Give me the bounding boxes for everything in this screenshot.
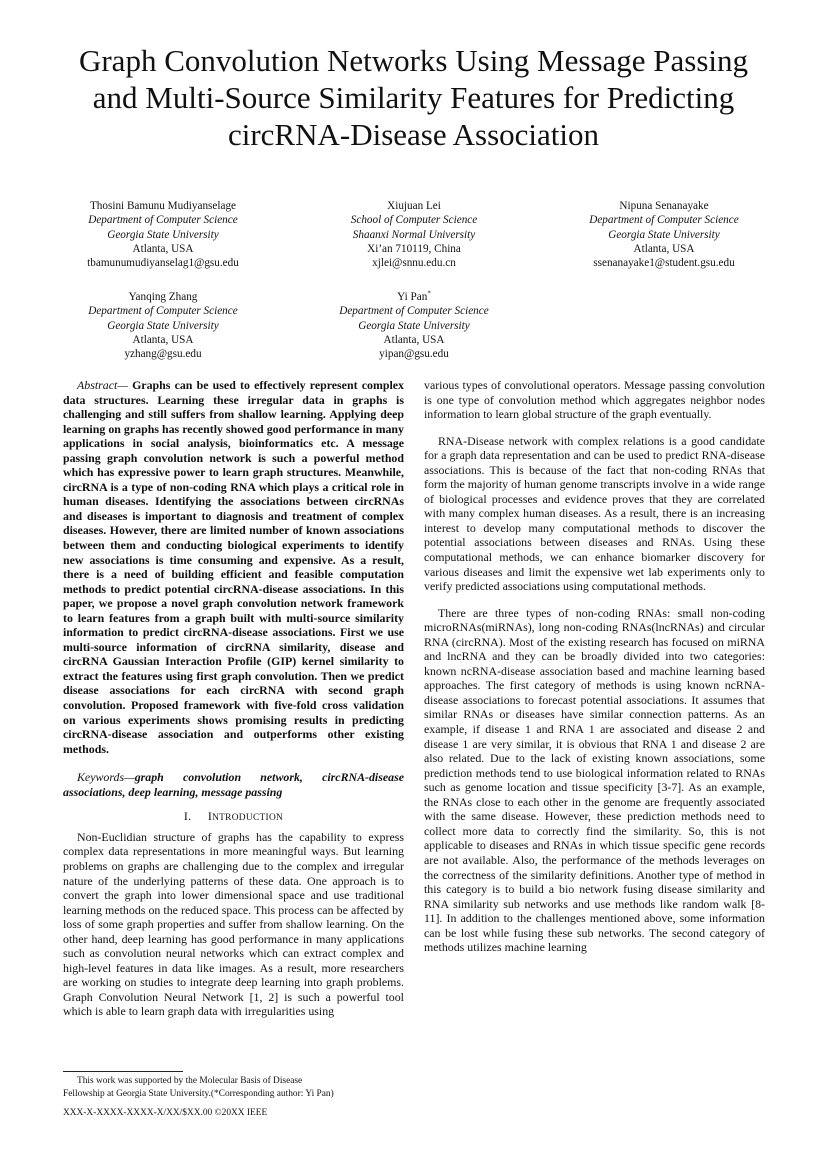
body-paragraph: various types of convolutional operators. Message passing convolution is one type of convolution method which aggregates neighbor nodes information to learn global structure of the graph eventually. <box>424 378 765 422</box>
author-organization: Georgia State University <box>358 319 470 332</box>
author-block <box>43 199 283 270</box>
keywords-text: graph convolution network, circRNA-disease associations, deep learning, message passing <box>63 770 404 799</box>
author-department: Department of Computer Science <box>339 305 489 318</box>
author-block <box>43 290 283 361</box>
abstract-label: Abstract— <box>77 378 128 392</box>
footnote <box>63 1075 408 1100</box>
author-department: Department of Computer Science <box>589 214 739 227</box>
intro-paragraph: Non-Euclidian structure of graphs has the capability to express complex data representations in more meaningful ways. But learning problems on graphs are challenging due to the complex and irregular nature of the underlying patterns of these data. One approach is to convert the graph into lower dimensional space and use traditional learning methods on the reduced space. This process can be affected by loss of some graph properties and suffer from shallow learning. On the other hand, deep learning has good performance in many applications such as convolution neural networks which can extract complex and high-level features in data like images. As a result, more researchers are working on studies to integrate deep learning into graph problems. Graph Convolution Neural Network [1, 2] is such a powerful tool which is able to learn graph data with irregularities using <box>63 829 404 1019</box>
abstract-text: Graphs can be used to effectively represent complex data structures. Learning these irregular data in graphs is challenging and still suffers from shallow learning. Applying deep learning on graphs has recently showed good performance in many applications in social analysis, bioinformatics etc. A message passing graph convolution network is such a powerful method which has expressive power to learn graph structures. Meanwhile, circRNA is a type of non-coding RNA which plays a critical role in human diseases. Identifying the associations between circRNAs and diseases is important to diagnosis and treatment of complex diseases. However, there are limited number of known associations between them and conducting biological experiments to identify new associations is time consuming and expensive. As a result, there is a need of building efficient and feasible computation methods to predict potential circRNA-disease associations. In this paper, we propose a novel graph convolution network framework to learn features from a graph built with multi-source similarity information to predict circRNA-disease associations. First we use multi-source information of circRNA similarity, disease and circRNA Gaussian Interaction Profile (GIP) kernel similarity to extract the features using first graph convolution. Then we predict disease associations for each circRNA with second graph convolution. Proposed framework with five-fold cross validation on various experiments shows promising results in predicting circRNA-disease association and outperforms other existing methods. <box>63 378 404 756</box>
footnote-line: Fellowship at Georgia State University.(*Corresponding author: Yi Pan) <box>63 1088 334 1099</box>
paper-title: Graph Convolution Networks Using Message Passing and Multi-Source Similarity Features for Predicting circRNA-Disease Association <box>78 43 749 152</box>
section-title-rest: NTRODUCTION <box>212 813 284 824</box>
right-column <box>424 378 765 955</box>
author-block <box>544 199 784 270</box>
author-name: Yanqing Zhang <box>128 291 198 303</box>
author-organization: Georgia State University <box>608 228 720 241</box>
section-number: I. <box>183 809 192 824</box>
footnote-divider <box>63 1071 183 1072</box>
author-organization: Georgia State University <box>107 228 219 241</box>
author-name: Xiujuan Lei <box>387 200 441 212</box>
author-organization: Shaanxi Normal University <box>352 228 476 241</box>
author-name: Nipuna Senanayake <box>619 200 709 212</box>
left-column <box>63 378 404 1019</box>
author-location: Atlanta, USA <box>132 333 194 346</box>
author-location: Atlanta, USA <box>383 333 445 346</box>
author-email: ssenanayake1@student.gsu.edu <box>593 257 735 270</box>
author-email: yzhang@gsu.edu <box>124 348 202 361</box>
abstract <box>63 378 404 756</box>
corresponding-author-mark: * <box>427 289 431 298</box>
body-paragraph: RNA-Disease network with complex relations is a good candidate for a graph data representation and can be used to predict RNA-disease associations. This is because of the fact that non-coding RNAs that form the majority of human genome transcripts involve in a wide range of biological processes and evidence proves that they are correlated with many complex human diseases. As a result, there is an increasing interest to develop many computational methods to discover the potential associations between diseases and RNAs. Using these computational methods, we can enhance biomarker discovery for various diseases and limit the expensive wet lab experiments only to verify predicted associations using computational methods. <box>424 433 765 594</box>
author-email: tbamunumudiyanselag1@gsu.edu <box>87 257 239 270</box>
copyright-notice: XXX-X-XXXX-XXXX-X/XX/$XX.00 ©20XX IEEE <box>63 1108 268 1118</box>
keywords-label: Keywords— <box>77 770 135 785</box>
author-location: Atlanta, USA <box>633 242 695 255</box>
author-department: School of Computer Science <box>350 214 478 227</box>
author-organization: Georgia State University <box>107 319 219 332</box>
author-block <box>294 290 534 361</box>
keywords <box>63 770 404 799</box>
author-name: Thosini Bamunu Mudiyanselage <box>89 200 237 212</box>
author-block <box>294 199 534 270</box>
author-location: Xi’an 710119, China <box>367 242 461 255</box>
section-heading-introduction <box>63 809 404 826</box>
author-name-line <box>294 290 534 304</box>
author-name: Yi Pan <box>397 291 428 303</box>
author-location: Atlanta, USA <box>132 242 194 255</box>
body-paragraph: There are three types of non-coding RNAs: small non-coding microRNAs(miRNAs), long non-coding RNAs(lncRNAs) and circular RNA (circRNA). Most of the existing research has focused on miRNA and lncRNA and they can be broadly divided into two categories: known ncRNA-disease association based and machine learning based approaches. The first category of methods is using known ncRNA-disease associations to forecast potential associations. It assumes that similar RNAs or diseases have similar connection patterns. As an example, if disease 1 and RNA 1 are associated and disease 2 and disease 1 are very similar, it is obvious that RNA 1 and disease 2 are also related. Due to the lack of existing known associations, some prediction methods tend to use biological information related to RNAs such as genome location and tissue specificity [3-7]. As an example, the RNAs close to each other in the genome are frequently associated with the same disease. However, these prediction methods need to collect more data to correctly find the similarity. So, this is not applicable to diseases and RNAs in which tissue specific gene records are not available. Also, the performance of the methods leverages on the correctness of the similarity definitions. Another type of method in this category is to build a bio network fusing disease similarity and RNA similarity sub networks and use methods like random walk [8-11]. In addition to the challenges mentioned above, some information can be lost while fusing these sub networks. The second category of methods utilizes machine learning <box>424 605 765 955</box>
author-email: yipan@gsu.edu <box>379 348 449 361</box>
author-department: Department of Computer Science <box>88 214 238 227</box>
author-email: xjlei@snnu.edu.cn <box>372 257 456 270</box>
section-title-initial: I <box>207 809 213 824</box>
footnote-line: This work was supported by the Molecular Basis of Disease <box>77 1076 303 1086</box>
author-department: Department of Computer Science <box>88 305 238 318</box>
